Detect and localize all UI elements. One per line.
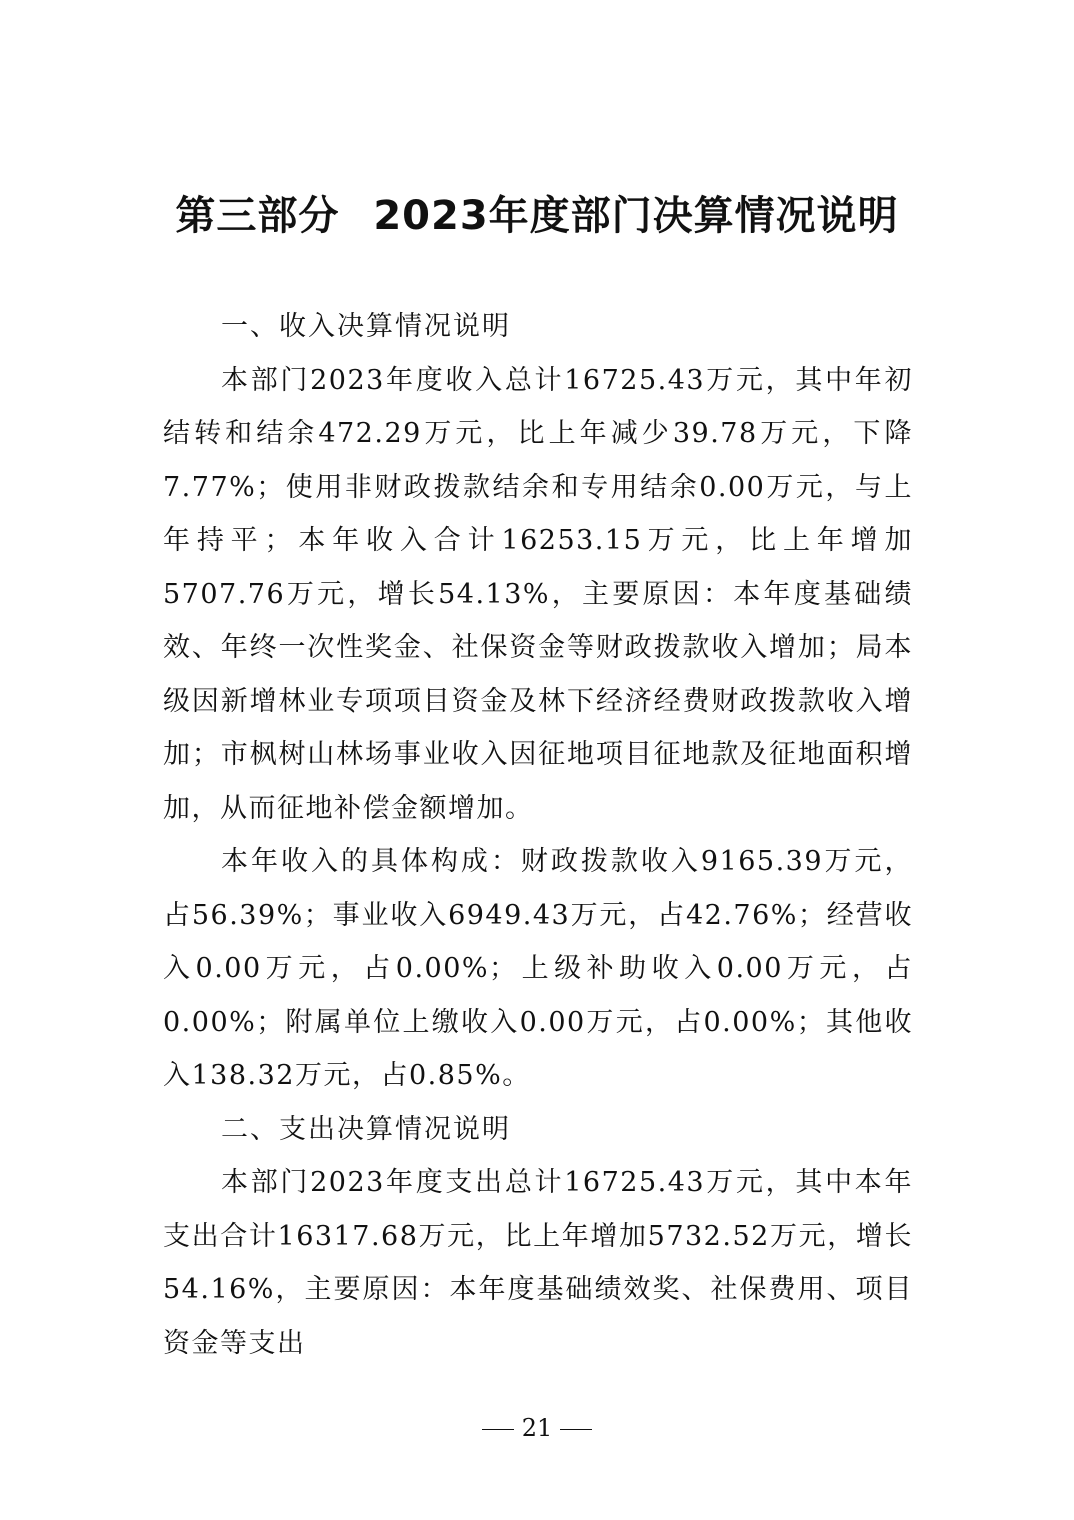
page-footer [0, 1410, 1074, 1446]
footer-dash-left [482, 1429, 514, 1430]
paragraph-income-summary: 本部门2023年度收入总计16725.43万元，其中年初结转和结余472.29万元，比上年减少39.78万元，下降7.77%；使用非财政拨款结余和专用结余0.00万元，与上年持平；本年收入合计16253.15万元，比上年增加5707.76万元，增长54.13%，主要原因：本年度基础绩效、年终一次性奖金、社保资金等财政拨款收入增加；局本级因新增林业专项项目资金及林下经济经费财政拨款收入增加；市枫树山林场事业收入因征地项目征地款及征地面积增加，从而征地补偿金额增加。 [163, 364, 913, 824]
paragraph-expenditure-summary: 本部门2023年度支出总计16725.43万元，其中本年支出合计16317.68万元，比上年增加5732.52万元，增长54.16%，主要原因：本年度基础绩效奖、社保费用、项目资金等支出 [163, 1167, 913, 1359]
page-title [150, 188, 924, 244]
paragraph-income-composition: 本年收入的具体构成：财政拨款收入9165.39万元，占56.39%；事业收入6949.43万元，占42.76%；经营收入0.00万元，占0.00%；上级补助收入0.00万元，占0.00%；附属单位上缴收入0.00万元，占0.00%；其他收入138.32万元，占0.85%。 [163, 846, 913, 1091]
title-part: 第三部分 [175, 193, 340, 239]
title-main: 2023年度部门决算情况说明 [373, 193, 899, 239]
document-body [163, 300, 913, 1370]
page-number: 21 [521, 1414, 553, 1442]
section-heading-expenditure: 二、支出决算情况说明 [221, 1113, 511, 1145]
footer-dash-right [560, 1429, 592, 1430]
section-heading-income: 一、收入决算情况说明 [221, 311, 511, 342]
